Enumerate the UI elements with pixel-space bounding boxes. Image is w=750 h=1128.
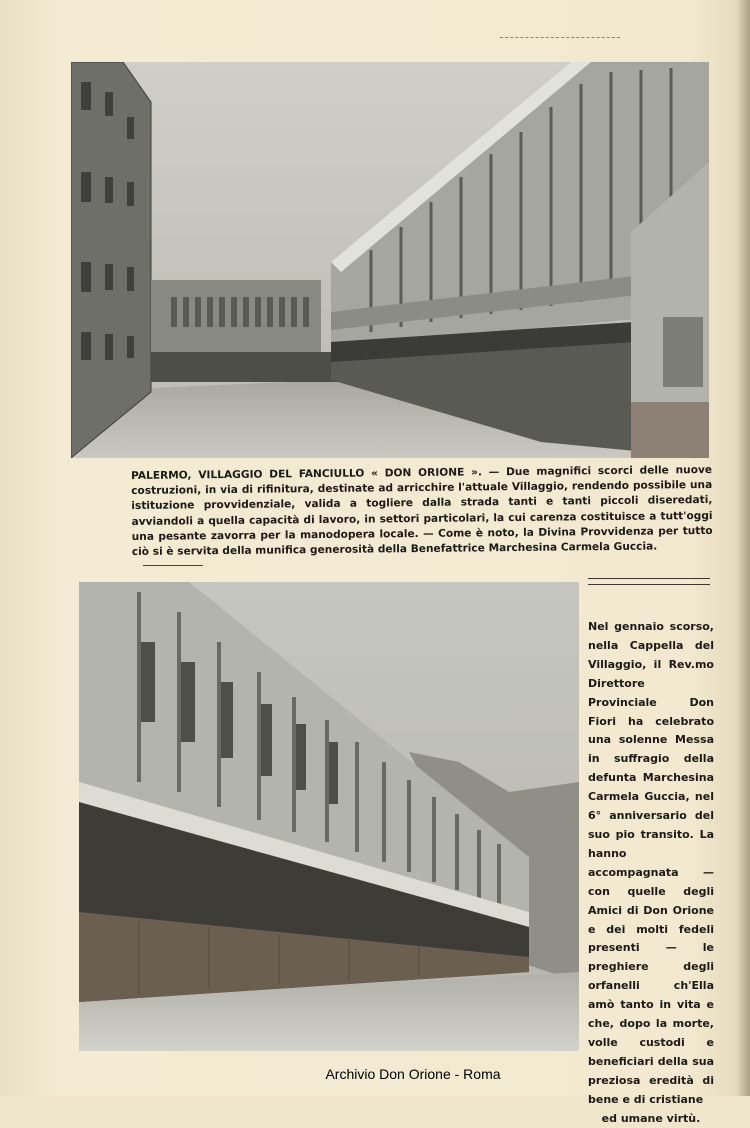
page-edge-shadow — [736, 0, 750, 1096]
header-rule — [500, 37, 620, 38]
side-article-last-line: ed umane virtù. — [601, 1111, 701, 1125]
photo-building-facade — [79, 582, 579, 1051]
side-rule-top — [588, 578, 710, 579]
side-article — [588, 618, 714, 1128]
photo-caption: PALERMO, VILLAGGIO DEL FANCIULLO « DON ORIONE ». — Due magnifici scorci delle nuove costruzioni, in via di rifinitura, destinate ad arricchire l'attuale Villaggio, rendendo possibile una istituzione provvidenziale, valida a togliere dalla strada tanti e tanti piccoli diseredati, avviandoli a quella capacità di lavoro, in settori particolari, la cui carenza costituisce a tutt'oggi una pesante zavorra per la manodopera locale. — Come è noto, la Divina Provvidenza per tutto ciò si è servita della munifica generosità della Benefattrice Marchesina Carmela Guccia. — [131, 463, 713, 559]
caption-divider — [143, 565, 203, 566]
side-article-body: Nel gennaio scorso, nella Cappella del Villaggio, il Rev.mo Direttore Provinciale Don Fiori ha celebrato una solenne Messa in suffragio della defunta Marchesina Carmela Guccia, nel 6° anniversario del suo pio transito. La hanno accompagnata — con quelle degli Amici di Don Orione e dei molti fedeli presenti — le preghiere degli orfanelli ch'Ella amò tanto in vita e che, dopo la morte, volle custodi e beneficiari della sua preziosa eredità di bene e di cristiane — [588, 620, 714, 1106]
archive-footer: Archivio Don Orione - Roma — [325, 1066, 501, 1082]
side-rule-bottom — [588, 584, 710, 585]
photo-courtyard-buildings — [71, 62, 709, 458]
